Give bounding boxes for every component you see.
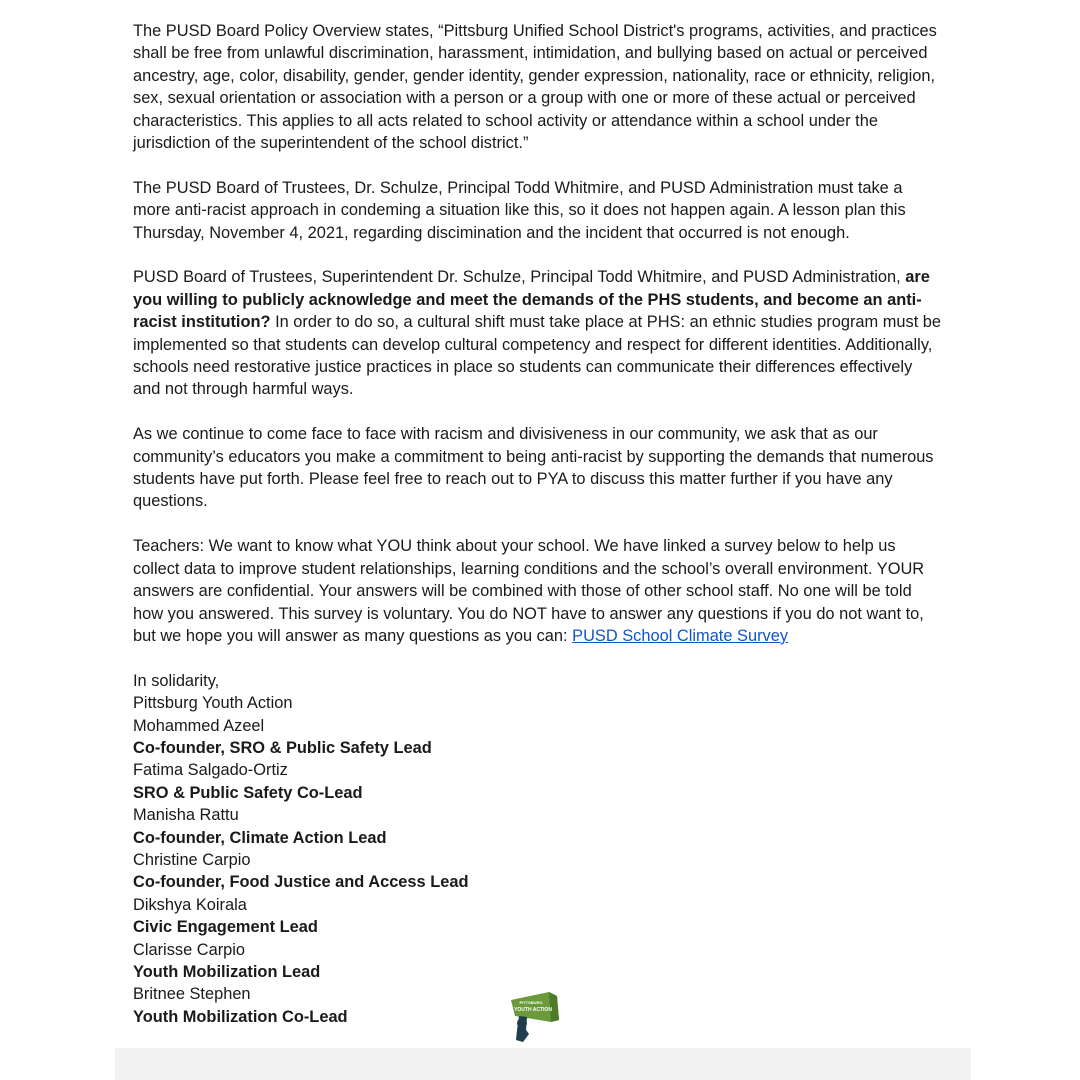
commitment-paragraph: As we continue to come face to face with racism and divisiveness in our community, we ask that as our community’s educators you make a commitment to being anti-racist by supporting the demands that numerous students have put forth. Please feel free to reach out to PYA to discuss this matter further if you have any questions. — [133, 425, 934, 511]
member-name: Britnee Stephen — [133, 985, 251, 1004]
org-name: Pittsburg Youth Action — [133, 694, 293, 713]
signature-block — [133, 670, 943, 1029]
pya-logo — [505, 990, 563, 1044]
survey-link[interactable]: PUSD School Climate Survey — [572, 626, 789, 645]
question-bold: are you willing to publicly acknowledge and meet the demands of the PHS students, and become an anti-racist institution? — [133, 268, 930, 332]
question-paragraph — [133, 266, 943, 400]
member-role: Co-founder, Climate Action Lead — [133, 828, 387, 847]
member-role: Co-founder, Food Justice and Access Lead — [133, 873, 469, 892]
svg-text:PITTSBURG: PITTSBURG — [519, 1000, 543, 1005]
member-role: Co-founder, SRO & Public Safety Lead — [133, 738, 432, 757]
megaphone-icon — [505, 990, 563, 1044]
survey-paragraph — [133, 535, 943, 647]
letter-body — [133, 20, 943, 1028]
member-role: SRO & Public Safety Co-Lead — [133, 783, 363, 802]
member-name: Mohammed Azeel — [133, 716, 265, 735]
svg-text:YOUTH ACTION: YOUTH ACTION — [514, 1007, 552, 1013]
question-rest: In order to do so, a cultural shift must take place at PHS: an ethnic studies program must be implemented so that students can develop cultural competency and respect for different identities. Additionally, schools need restorative justice practices in place so students can communicate their differences effectively and not through harmful ways. — [133, 313, 942, 399]
member-name: Clarisse Carpio — [133, 940, 246, 959]
member-name: Fatima Salgado-Ortiz — [133, 761, 288, 780]
question-lead: PUSD Board of Trustees, Superintendent Dr. Schulze, Principal Todd Whitmire, and PUSD Administration, — [133, 268, 906, 287]
member-role: Youth Mobilization Co-Lead — [133, 1007, 348, 1026]
closing: In solidarity, — [133, 671, 220, 690]
survey-text: Teachers: We want to know what YOU think about your school. We have linked a survey below to help us collect data to improve student relationships, learning conditions and the school’s overall environment. YOUR answers are confidential. Your answers will be combined with those of other school staff. No one will be told how you answered. This survey is voluntary. You do NOT have to answer any questions if you do not want to, but we hope you will answer as many questions as you can: — [133, 537, 925, 645]
member-role: Civic Engagement Lead — [133, 918, 318, 937]
member-name: Dikshya Koirala — [133, 895, 247, 914]
member-role: Youth Mobilization Lead — [133, 962, 321, 981]
page-bottom-strip — [115, 1048, 971, 1080]
member-name: Christine Carpio — [133, 850, 251, 869]
member-name: Manisha Rattu — [133, 806, 239, 825]
demand-paragraph: The PUSD Board of Trustees, Dr. Schulze, Principal Todd Whitmire, and PUSD Administration must take a more anti-racist approach in condeming a situation like this, so it does not happen again. A lesson plan this Thursday, November 4, 2021, regarding discimination and the incident that occurred is not enough. — [133, 178, 906, 242]
policy-paragraph: The PUSD Board Policy Overview states, “Pittsburg Unified School District's programs, activities, and practices shall be free from unlawful discrimination, harassment, intimidation, and bullying based on actual or perceived ancestry, age, color, disability, gender, gender identity, gender expression, nationality, race or ethnicity, religion, sex, sexual orientation or association with a person or a group with one or more of these actual or perceived characteristics. This applies to all acts related to school activity or attendance within a school under the jurisdiction of the superintendent of the school district.” — [133, 22, 937, 153]
